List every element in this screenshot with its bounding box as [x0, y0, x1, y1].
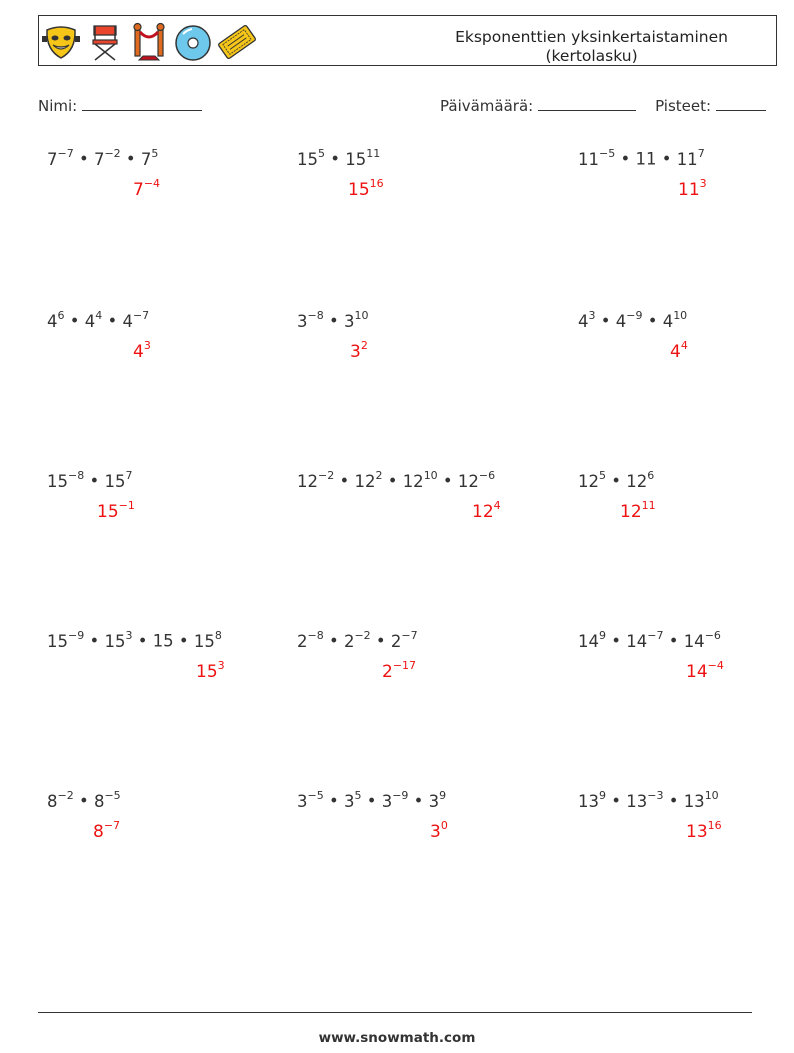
factor: [381, 789, 409, 811]
power-exponent: −5: [307, 789, 324, 802]
factor: [47, 309, 65, 331]
problem-answer: [678, 178, 707, 200]
factor: [676, 147, 705, 169]
factor: [578, 309, 596, 331]
problem-answer: [97, 500, 135, 522]
power-base: 11: [678, 179, 700, 200]
power-base: 15: [104, 631, 126, 651]
problem-answer: [686, 820, 722, 842]
power-exponent: −9: [392, 789, 409, 802]
problem-expression: [578, 470, 654, 491]
power-exponent: 7: [125, 469, 133, 482]
power-exponent: −7: [103, 819, 121, 832]
power-base: 3: [297, 311, 308, 331]
title-line-2: (kertolasku): [545, 47, 638, 65]
power-base: 14: [626, 631, 648, 651]
power-base: 13: [578, 791, 599, 811]
power-base: 12: [626, 471, 648, 491]
multiply-dot: •: [73, 149, 94, 169]
answer-power: [678, 177, 707, 200]
power-exponent: 11: [641, 499, 656, 512]
factor: [354, 469, 383, 491]
factor: [343, 789, 362, 811]
power-base: 4: [662, 311, 674, 331]
power-exponent: −9: [68, 629, 85, 642]
answer-power: [348, 177, 384, 200]
theater-mask-icon: [41, 20, 81, 64]
factor: [390, 629, 418, 651]
power-base: 2: [382, 661, 393, 682]
power-exponent: −8: [307, 629, 324, 642]
power-exponent: 3: [143, 339, 151, 352]
power-base: 15: [297, 149, 318, 169]
power-exponent: 5: [151, 147, 159, 160]
factor: [104, 469, 133, 491]
multiply-dot: •: [663, 791, 684, 811]
power-exponent: 3: [588, 309, 596, 322]
cinema-ticket-icon: [217, 20, 257, 64]
factor: [47, 789, 74, 811]
power-exponent: −2: [318, 469, 335, 482]
problem-expression: [297, 470, 495, 491]
problem-expression: [47, 148, 158, 169]
problem-expression: [47, 790, 121, 811]
multiply-dot: •: [323, 311, 344, 331]
power-exponent: −8: [307, 309, 324, 322]
power-base: 3: [428, 791, 440, 811]
answer-power: [670, 339, 688, 362]
power-base: 12: [620, 501, 642, 522]
factor: [343, 629, 371, 651]
factor: [662, 309, 688, 331]
date-label: Päivämäärä:: [440, 97, 534, 115]
power-base: 3: [343, 311, 355, 331]
power-base: 11: [635, 149, 657, 169]
power-exponent: −17: [392, 659, 417, 672]
power-exponent: 4: [680, 339, 688, 352]
factor: [578, 789, 606, 811]
power-base: 7: [47, 149, 58, 169]
power-exponent: 3: [125, 629, 133, 642]
power-exponent: −8: [68, 469, 85, 482]
factor: [93, 789, 121, 811]
problem-expression: [297, 630, 418, 651]
power-exponent: 3: [217, 659, 225, 672]
multiply-dot: •: [84, 631, 105, 651]
power-base: 7: [133, 179, 144, 200]
factor: [47, 629, 85, 651]
date-line[interactable]: [538, 94, 636, 111]
power-base: 2: [297, 631, 308, 651]
power-base: 13: [683, 791, 705, 811]
answer-power: [686, 659, 724, 682]
answer-power: [350, 339, 368, 362]
score-line[interactable]: [716, 94, 766, 111]
factor: [626, 789, 664, 811]
multiply-dot: •: [84, 471, 105, 491]
power-exponent: −1: [118, 499, 135, 512]
power-base: 4: [47, 311, 58, 331]
power-exponent: −2: [57, 789, 74, 802]
power-exponent: 9: [599, 629, 606, 642]
power-base: 8: [93, 821, 104, 842]
power-exponent: 5: [318, 147, 325, 160]
power-exponent: 16: [369, 177, 384, 190]
power-base: 12: [297, 471, 318, 491]
power-base: 8: [47, 791, 58, 811]
power-base: 4: [670, 341, 681, 362]
power-exponent: 2: [375, 469, 383, 482]
problem-expression: [578, 630, 721, 651]
power-base: 12: [354, 471, 376, 491]
power-exponent: 8: [214, 629, 222, 642]
multiply-dot: •: [656, 149, 677, 169]
power-base: 4: [133, 341, 144, 362]
multiply-dot: •: [606, 471, 627, 491]
power-base: 4: [615, 311, 627, 331]
factor: [428, 789, 447, 811]
factor: [84, 309, 103, 331]
title-line-1: Eksponenttien yksinkertaistaminen: [455, 28, 728, 46]
power-exponent: 10: [704, 789, 719, 802]
power-exponent: −6: [704, 629, 721, 642]
power-base: 15: [348, 179, 370, 200]
answer-power: [97, 499, 135, 522]
power-exponent: −6: [478, 469, 496, 482]
factor: [297, 469, 335, 491]
name-label: Nimi:: [38, 97, 78, 115]
problem-answer: [348, 178, 384, 200]
power-base: 15: [193, 631, 215, 651]
problem-expression: [297, 790, 446, 811]
power-base: 12: [578, 471, 599, 491]
problem-answer: [620, 500, 656, 522]
answer-power: [196, 659, 225, 682]
power-base: 13: [626, 791, 648, 811]
footer-site: www.snowmath.com: [318, 1030, 476, 1046]
multiply-dot: •: [606, 631, 627, 651]
factor: [345, 147, 381, 169]
factor: [47, 147, 74, 169]
date-score-fields: [440, 94, 766, 115]
factor: [615, 309, 643, 331]
power-base: 4: [122, 311, 133, 331]
multiply-dot: •: [132, 631, 153, 651]
factor: [47, 469, 85, 491]
factor: [153, 632, 174, 651]
directors-chair-icon: [85, 20, 125, 64]
score-label: Pisteet:: [655, 97, 712, 115]
power-base: 15: [47, 471, 68, 491]
problem-expression: [297, 310, 368, 331]
multiply-dot: •: [370, 631, 391, 651]
problem-answer: [93, 820, 120, 842]
factor: [297, 789, 324, 811]
power-base: 3: [297, 791, 308, 811]
factor: [297, 629, 324, 651]
power-exponent: −7: [132, 309, 150, 322]
power-base: 15: [152, 631, 174, 651]
power-exponent: 5: [599, 469, 606, 482]
multiply-dot: •: [606, 791, 627, 811]
factor: [93, 147, 121, 169]
power-exponent: 5: [354, 789, 362, 802]
power-exponent: −7: [57, 147, 74, 160]
answer-power: [430, 819, 448, 842]
factor: [457, 469, 496, 491]
factor: [635, 150, 656, 169]
problem-answer: [670, 340, 688, 362]
power-base: 12: [457, 471, 479, 491]
power-exponent: 3: [699, 177, 707, 190]
power-exponent: 4: [493, 499, 501, 512]
multiply-dot: •: [323, 631, 344, 651]
power-exponent: 10: [354, 309, 369, 322]
power-base: 8: [93, 791, 105, 811]
red-carpet-stanchion-icon: [129, 20, 169, 64]
power-base: 15: [196, 661, 218, 682]
answer-power: [620, 499, 656, 522]
power-base: 15: [97, 501, 119, 522]
power-exponent: −7: [401, 629, 418, 642]
power-base: 3: [381, 791, 393, 811]
multiply-dot: •: [73, 791, 94, 811]
power-base: 4: [84, 311, 96, 331]
power-base: 14: [683, 631, 705, 651]
answer-power: [133, 177, 161, 200]
power-exponent: −7: [647, 629, 664, 642]
power-base: 15: [47, 631, 68, 651]
multiply-dot: •: [361, 791, 382, 811]
problem-answer: [196, 660, 225, 682]
power-base: 12: [402, 471, 424, 491]
factor: [193, 629, 222, 651]
worksheet-header: [38, 15, 777, 66]
power-exponent: 2: [360, 339, 368, 352]
multiply-dot: •: [102, 311, 123, 331]
power-exponent: 11: [366, 147, 381, 160]
power-base: 15: [104, 471, 126, 491]
power-exponent: −2: [104, 147, 121, 160]
multiply-dot: •: [663, 631, 684, 651]
worksheet-title: [455, 28, 728, 66]
power-base: 7: [93, 149, 105, 169]
multiply-dot: •: [642, 311, 663, 331]
multiply-dot: •: [334, 471, 355, 491]
problem-answer: [350, 340, 368, 362]
factor: [626, 469, 655, 491]
problem-answer: [430, 820, 448, 842]
power-exponent: 10: [423, 469, 438, 482]
power-base: 3: [430, 821, 441, 842]
multiply-dot: •: [615, 149, 636, 169]
power-exponent: 6: [57, 309, 65, 322]
power-base: 14: [686, 661, 708, 682]
factor: [683, 789, 719, 811]
answer-power: [472, 499, 501, 522]
power-base: 11: [676, 149, 698, 169]
multiply-dot: •: [437, 471, 458, 491]
factor: [140, 147, 159, 169]
answer-power: [686, 819, 722, 842]
multiply-dot: •: [408, 791, 429, 811]
power-base: 2: [343, 631, 355, 651]
header-icons: [41, 20, 257, 64]
factor: [297, 309, 324, 331]
power-base: 13: [686, 821, 708, 842]
factor: [343, 309, 369, 331]
problem-expression: [578, 790, 719, 811]
power-base: 14: [578, 631, 599, 651]
power-base: 12: [472, 501, 494, 522]
power-exponent: 4: [95, 309, 103, 322]
power-exponent: 0: [440, 819, 448, 832]
multiply-dot: •: [595, 311, 616, 331]
problem-expression: [578, 310, 687, 331]
power-exponent: 7: [697, 147, 705, 160]
answer-power: [133, 339, 151, 362]
factor: [626, 629, 664, 651]
power-exponent: 9: [439, 789, 447, 802]
problem-expression: [47, 630, 222, 651]
problem-answer: [382, 660, 416, 682]
multiply-dot: •: [120, 149, 141, 169]
power-exponent: −4: [143, 177, 161, 190]
answer-power: [382, 659, 417, 682]
power-base: 11: [578, 149, 599, 169]
power-exponent: −4: [707, 659, 724, 672]
factor: [578, 147, 616, 169]
multiply-dot: •: [173, 631, 194, 651]
problem-expression: [578, 148, 705, 169]
power-exponent: 10: [673, 309, 688, 322]
problem-answer: [472, 500, 501, 522]
multiply-dot: •: [382, 471, 403, 491]
power-exponent: −2: [354, 629, 371, 642]
name-line[interactable]: [82, 94, 202, 111]
name-field[interactable]: [38, 94, 202, 115]
factor: [122, 309, 150, 331]
power-exponent: 6: [647, 469, 655, 482]
problem-answer: [133, 178, 160, 200]
problem-expression: [47, 470, 132, 491]
power-base: 15: [345, 149, 367, 169]
power-base: 2: [390, 631, 402, 651]
problem-expression: [47, 310, 149, 331]
power-exponent: −5: [104, 789, 121, 802]
film-disc-icon: [173, 20, 213, 64]
factor: [402, 469, 438, 491]
multiply-dot: •: [64, 311, 85, 331]
power-exponent: −3: [647, 789, 664, 802]
multiply-dot: •: [323, 791, 344, 811]
factor: [297, 147, 325, 169]
factor: [104, 629, 133, 651]
answer-power: [93, 819, 121, 842]
power-exponent: −5: [599, 147, 616, 160]
problem-expression: [297, 148, 380, 169]
power-exponent: 9: [599, 789, 606, 802]
factor: [578, 629, 606, 651]
power-exponent: 16: [707, 819, 722, 832]
power-base: 7: [140, 149, 152, 169]
factor: [578, 469, 606, 491]
power-base: 3: [350, 341, 361, 362]
power-base: 3: [343, 791, 355, 811]
factor: [683, 629, 721, 651]
problem-answer: [133, 340, 151, 362]
multiply-dot: •: [325, 149, 346, 169]
problem-answer: [686, 660, 724, 682]
power-exponent: −9: [626, 309, 643, 322]
power-base: 4: [578, 311, 589, 331]
footer-divider: [38, 1012, 752, 1013]
